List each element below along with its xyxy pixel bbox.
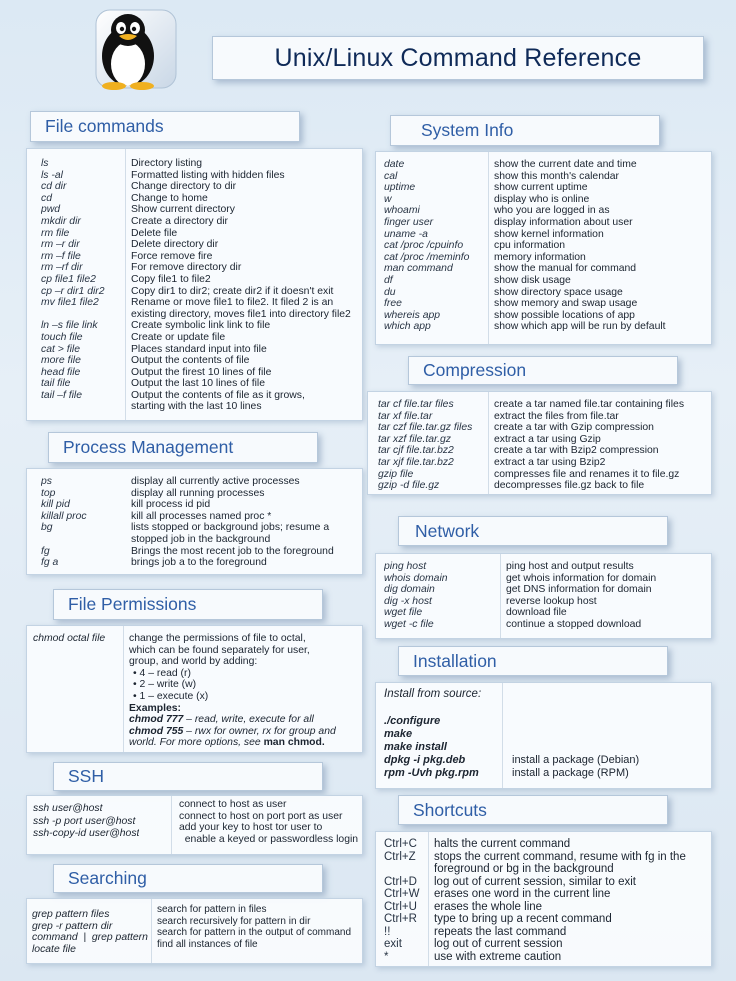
command-description: Output the contents of file — [131, 355, 250, 367]
command-description: display who is online — [494, 193, 590, 205]
table-row — [41, 534, 363, 546]
command-description: Copy dir1 to dir2; create dir2 if it doesn't exit — [131, 285, 334, 297]
table-row — [41, 488, 363, 500]
install-package-descriptions: install a package (Debian) install a package (RPM) — [512, 754, 640, 779]
command-description: Copy file1 to file2 — [131, 273, 211, 285]
command-name: cat /proc /cpuinfo — [384, 240, 464, 252]
command-description: Create or update file — [131, 331, 226, 343]
command-description: show this month's calendar — [494, 170, 620, 182]
table-row — [384, 171, 709, 183]
table-row — [384, 596, 706, 608]
command-description: Output the contents of file as it grows, — [131, 389, 305, 401]
table-row — [384, 229, 709, 241]
command-description: ping host and output results — [506, 561, 634, 572]
table-row — [41, 557, 363, 569]
command-name: man command — [384, 263, 453, 275]
table-row — [378, 411, 709, 423]
command-description: show possible locations of app — [494, 309, 635, 321]
command-name — [41, 401, 131, 413]
command-description: who you are logged in as — [494, 205, 610, 217]
command-description: show the manual for command — [494, 263, 637, 275]
command-description: Directory listing — [131, 158, 203, 169]
command-name: cd dir — [41, 181, 67, 193]
page-title: Unix/Linux Command Reference — [212, 36, 704, 80]
command-name: head file — [41, 366, 81, 378]
command-description: continue a stopped download — [506, 618, 642, 630]
command-name: rm –f file — [41, 250, 81, 262]
command-description: show which app will be run by default — [494, 321, 666, 333]
table-row — [384, 194, 709, 206]
table-row — [384, 951, 712, 964]
table-row — [384, 310, 709, 322]
table-row — [384, 838, 712, 851]
command-name: dig -x host — [384, 595, 432, 607]
command-name: df — [384, 274, 393, 286]
command-name: dig domain — [384, 584, 435, 596]
command-description: get whois information for domain — [506, 572, 657, 584]
command-description: cpu information — [494, 240, 566, 252]
command-description: existing directory, moves file1 into directory file2 — [131, 308, 351, 320]
ssh-commands: ssh user@host ssh -p port user@host ssh-copy-id user@host — [33, 803, 140, 840]
network-panel — [375, 553, 712, 639]
command-description: show kernel information — [494, 228, 604, 240]
command-name: tar xzf file.tar.gz — [378, 433, 451, 445]
command-name: whoami — [384, 205, 420, 217]
command-name: Ctrl+U — [384, 900, 417, 913]
searching-header: Searching — [53, 864, 323, 893]
network-header: Network — [398, 516, 668, 546]
table-row — [41, 390, 363, 402]
chmod-description: change the permissions of file to octal, which can be found separately for user, group, and world by adding: • 4 – read (r) • 2 – write (w) • 1 – execute (x) Examples: chmod 777 – read, write, execute for all chmod 755 – rwx for owner, rx for group and world. For more options, see man chmod. — [129, 633, 336, 749]
command-name: gzip file — [378, 468, 414, 480]
command-description: repeats the last command — [434, 925, 567, 938]
command-description: show current uptime — [494, 182, 588, 194]
command-name: mv file1 file2 — [41, 297, 99, 309]
chmod-command: chmod octal file — [33, 633, 106, 644]
table-row — [384, 913, 712, 926]
command-description: type to bring up a recent command — [434, 913, 612, 925]
table-row — [41, 286, 363, 298]
command-name: tar xf file.tar — [378, 410, 433, 422]
command-description: kill all processes named proc * — [131, 510, 272, 522]
table-row — [384, 287, 709, 299]
command-name: wget -c file — [384, 618, 434, 630]
command-name: touch file — [41, 331, 83, 343]
command-name: exit — [384, 938, 402, 950]
table-row — [41, 546, 363, 558]
command-name: free — [384, 298, 402, 310]
table-row — [384, 901, 712, 914]
command-name: ping host — [384, 561, 427, 572]
table-row — [384, 182, 709, 194]
command-description: erases one word in the current line — [434, 888, 611, 900]
command-name: du — [384, 286, 396, 298]
command-name: fg a — [41, 557, 59, 569]
command-description: For remove directory dir — [131, 262, 242, 274]
command-name: ls -al — [41, 169, 63, 181]
table-row — [378, 457, 709, 469]
command-name — [41, 309, 131, 321]
command-name: pwd — [41, 204, 61, 216]
file-commands-header: File commands — [30, 111, 300, 142]
command-description: Force remove fire — [131, 250, 213, 262]
shortcuts-header: Shortcuts — [398, 795, 668, 825]
command-name: Ctrl+D — [384, 875, 417, 888]
command-description: lists stopped or background jobs; resume a — [131, 522, 330, 534]
command-description: brings job a to the foreground — [131, 557, 267, 569]
command-name: wget file — [384, 607, 423, 619]
command-description: stopped job in the background — [131, 533, 271, 545]
compression-panel — [367, 391, 712, 495]
table-row — [384, 573, 706, 585]
table-row — [384, 252, 709, 264]
table-row — [41, 499, 363, 511]
install-steps: ./configure make make install dpkg -i pkg.deb rpm -Uvh pkg.rpm — [384, 715, 479, 779]
table-row — [384, 876, 712, 889]
command-name — [41, 534, 131, 546]
command-name — [384, 863, 434, 876]
command-name: killall proc — [41, 510, 87, 522]
table-row — [378, 434, 709, 446]
table-row — [41, 170, 363, 182]
command-name: Ctrl+R — [384, 913, 417, 925]
command-name: cat > file — [41, 343, 80, 355]
search-commands: grep pattern files grep -r pattern dir command | grep pattern locate file — [32, 909, 148, 955]
process-commands-list — [41, 476, 363, 569]
command-description: decompresses file.gz back to file — [494, 480, 645, 492]
command-description: display all currently active processes — [131, 476, 300, 487]
command-description: Rename or move file1 to file2. It filed 2 is an — [131, 297, 334, 309]
command-name: ln –s file link — [41, 320, 98, 332]
command-name: w — [384, 193, 392, 205]
network-list — [384, 561, 706, 631]
table-row — [41, 367, 363, 379]
table-row — [41, 274, 363, 286]
command-description: show disk usage — [494, 274, 571, 286]
command-name: cp file1 file2 — [41, 273, 96, 285]
table-row — [384, 619, 706, 631]
command-name: ls — [41, 158, 49, 169]
table-row — [41, 355, 363, 367]
table-row — [384, 240, 709, 252]
system-info-header: System Info — [390, 115, 660, 146]
command-description: create a tar with Bzip2 compression — [494, 445, 659, 457]
command-name: fg — [41, 545, 50, 557]
table-row — [41, 332, 363, 344]
command-description: use with extreme caution — [434, 950, 562, 963]
command-description: display all running processes — [131, 487, 265, 499]
table-row — [41, 239, 363, 251]
table-row — [41, 320, 363, 332]
command-description: stops the current command, resume with fg in the — [434, 850, 686, 863]
ssh-panel — [26, 795, 363, 855]
command-name: uname -a — [384, 228, 428, 240]
table-row — [41, 309, 363, 321]
command-name: top — [41, 487, 56, 499]
command-description: starting with the last 10 lines — [131, 401, 262, 413]
command-name: tar czf file.tar.gz files — [378, 422, 473, 434]
system-info-panel — [375, 151, 712, 345]
table-row — [384, 298, 709, 310]
command-name: cat /proc /meminfo — [384, 251, 470, 263]
table-row — [41, 401, 363, 413]
command-description: Output the last 10 lines of file — [131, 378, 266, 390]
command-description: create a tar with Gzip compression — [494, 422, 654, 434]
command-description: create a tar named file.tar containing files — [494, 399, 685, 410]
table-row — [41, 378, 363, 390]
table-row — [41, 522, 363, 534]
table-row — [384, 863, 712, 876]
ssh-header: SSH — [53, 762, 323, 791]
command-name: whereis app — [384, 309, 441, 321]
shortcuts-panel — [375, 831, 712, 967]
command-description: extract a tar using Bzip2 — [494, 456, 606, 468]
penguin-logo-icon — [78, 8, 178, 90]
table-row — [41, 228, 363, 240]
command-description: get DNS information for domain — [506, 584, 652, 596]
table-row — [41, 181, 363, 193]
table-row — [41, 193, 363, 205]
command-name: date — [384, 159, 405, 170]
command-name: Ctrl+W — [384, 888, 420, 900]
table-row — [384, 561, 706, 573]
command-description: log out of current session — [434, 938, 563, 950]
table-row — [384, 607, 706, 619]
command-name: tail –f file — [41, 389, 83, 401]
command-name: mkdir dir — [41, 215, 81, 227]
table-row — [384, 926, 712, 939]
process-management-panel — [26, 468, 363, 575]
command-description: Brings the most recent job to the foreground — [131, 545, 334, 557]
command-description: memory information — [494, 251, 586, 263]
file-commands-list — [41, 158, 363, 413]
table-row — [378, 445, 709, 457]
table-row — [41, 204, 363, 216]
ssh-descriptions: connect to host as user connect to host on port port as user add your key to host tor user to enable a keyed or passwordless login — [179, 799, 359, 845]
table-row — [384, 217, 709, 229]
command-name: which app — [384, 321, 431, 333]
command-description: Show current directory — [131, 204, 235, 216]
command-name: tar cf file.tar files — [378, 399, 454, 410]
command-description: Formatted listing with hidden files — [131, 169, 285, 181]
table-row — [41, 511, 363, 523]
command-description: display information about user — [494, 216, 633, 228]
command-name: cd — [41, 192, 52, 204]
file-permissions-header: File Permissions — [53, 589, 323, 620]
command-name: Ctrl+Z — [384, 850, 416, 863]
table-row — [41, 216, 363, 228]
compression-header: Compression — [408, 356, 678, 385]
command-name: ps — [41, 476, 52, 487]
table-row — [384, 851, 712, 864]
command-description: Change to home — [131, 192, 208, 204]
table-row — [41, 476, 363, 488]
table-row — [378, 480, 709, 492]
command-name: more file — [41, 355, 81, 367]
command-description: Places standard input into file — [131, 343, 267, 355]
table-row — [41, 262, 363, 274]
command-description: Create a directory dir — [131, 215, 229, 227]
command-description: kill process id pid — [131, 499, 211, 511]
file-permissions-panel — [26, 625, 363, 753]
table-row — [378, 469, 709, 481]
command-description: Create symbolic link link to file — [131, 320, 271, 332]
searching-panel — [26, 898, 363, 964]
command-name: * — [384, 950, 389, 963]
table-row — [384, 584, 706, 596]
command-description: erases the whole line — [434, 900, 543, 913]
command-name: cp –r dir1 dir2 — [41, 285, 105, 297]
search-descriptions: search for pattern in files search recursively for pattern in dir search for pattern in the output of command find all instances of file — [157, 904, 351, 950]
install-intro: Install from source: — [384, 688, 482, 700]
installation-panel — [375, 682, 712, 789]
command-name: gzip -d file.gz — [378, 480, 440, 492]
table-row — [384, 275, 709, 287]
command-name: rm –rf dir — [41, 262, 83, 274]
command-description: extract the files from file.tar — [494, 410, 619, 422]
table-row — [41, 297, 363, 309]
table-row — [41, 344, 363, 356]
compression-list — [378, 399, 709, 492]
command-name: Ctrl+C — [384, 838, 417, 850]
table-row — [378, 422, 709, 434]
command-name: kill pid — [41, 499, 70, 511]
command-description: log out of current session, similar to exit — [434, 875, 636, 888]
process-management-header: Process Management — [48, 432, 318, 463]
table-row — [378, 399, 709, 411]
system-info-list — [384, 159, 709, 333]
command-name: uptime — [384, 182, 416, 194]
table-row — [384, 888, 712, 901]
installation-header: Installation — [398, 646, 668, 676]
command-name: tar xjf file.tar.bz2 — [378, 456, 454, 468]
command-name: rm –r dir — [41, 239, 80, 251]
table-row — [384, 205, 709, 217]
command-description: download file — [506, 607, 567, 619]
command-name: bg — [41, 522, 53, 534]
command-name: whois domain — [384, 572, 448, 584]
command-name: !! — [384, 925, 391, 938]
command-description: halts the current command — [434, 838, 571, 850]
command-description: show directory space usage — [494, 286, 623, 298]
command-description: Delete directory dir — [131, 239, 219, 251]
command-name: tar cjf file.tar.bz2 — [378, 445, 454, 457]
table-row — [384, 321, 709, 333]
command-name: cal — [384, 170, 398, 182]
command-name: rm file — [41, 227, 70, 239]
command-name: finger user — [384, 216, 434, 228]
table-row — [41, 251, 363, 263]
file-commands-panel — [26, 148, 363, 421]
command-description: show memory and swap usage — [494, 298, 638, 310]
command-description: compresses file and renames it to file.gz — [494, 468, 680, 480]
command-description: Change directory to dir — [131, 181, 237, 193]
shortcuts-list — [384, 838, 712, 963]
command-description: Output the firest 10 lines of file — [131, 366, 272, 378]
command-description: show the current date and time — [494, 159, 637, 170]
table-row — [384, 938, 712, 951]
command-description: Delete file — [131, 227, 178, 239]
command-description: reverse lookup host — [506, 595, 597, 607]
table-row — [41, 158, 363, 170]
table-row — [384, 263, 709, 275]
command-name: tail file — [41, 378, 71, 390]
command-description: extract a tar using Gzip — [494, 433, 601, 445]
command-description: foreground or bg in the background — [434, 863, 614, 875]
table-row — [384, 159, 709, 171]
